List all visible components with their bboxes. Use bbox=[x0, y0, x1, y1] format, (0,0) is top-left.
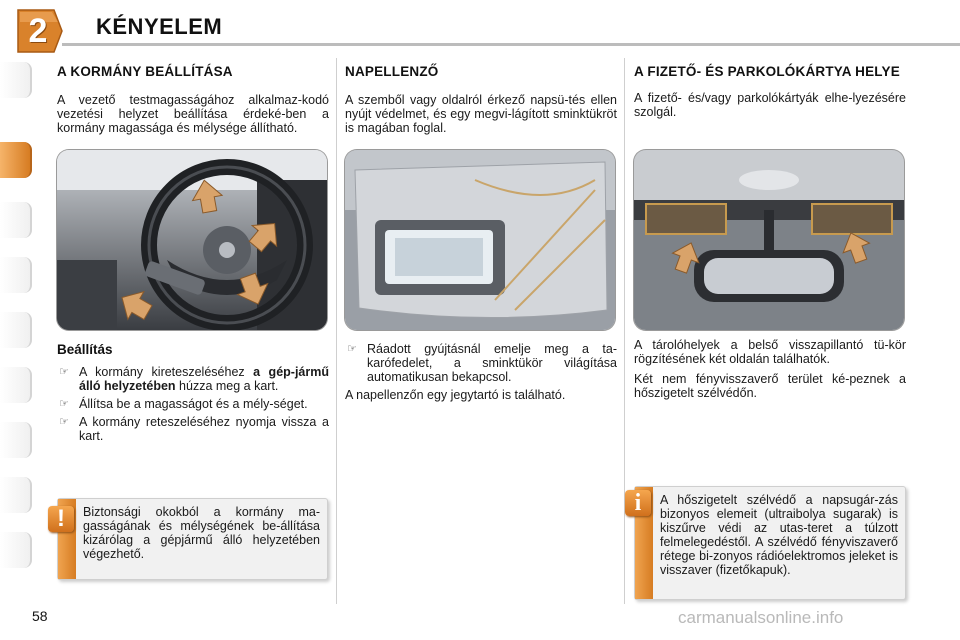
list-item-text: húzza meg a kart. bbox=[175, 379, 279, 393]
list-item bbox=[57, 397, 329, 411]
exclamation-icon: ! bbox=[48, 506, 74, 532]
column-divider bbox=[336, 58, 337, 604]
chapter-tabs bbox=[0, 62, 34, 582]
section-intro: A vezető testmagasságához alkalmaz-kodó vezetési helyzet beállítása érdeké-ben a kormány magassága és mélysége állítható. bbox=[57, 93, 329, 135]
info-note bbox=[634, 486, 906, 600]
list-item-emphasis: a gép-jármű álló helyzetében bbox=[79, 365, 329, 393]
card-holder-section bbox=[634, 58, 906, 119]
card-holder-details bbox=[634, 338, 906, 400]
info-text: A hőszigetelt szélvédő a napsugár-zás bizonyos elemeit (ultraibolya sugarak) is kiszűrve védi az utas-teret a túlzott felmelegedéstől. A szélvédő fényviszaverő rétege bi-zonyos rádióelektromos jeleket is visszaver (fizetőkapuk). bbox=[660, 493, 898, 577]
pointing-hand-icon: ☞ bbox=[59, 416, 69, 428]
sun-visor-section bbox=[345, 58, 617, 135]
card-location-text: A tárolóhelyek a belső visszapillantó tü-kör rögzítésének két oldalán találhatók. bbox=[634, 338, 906, 366]
chapter-tab-1[interactable] bbox=[0, 62, 32, 98]
chapter-tab-8[interactable] bbox=[0, 477, 32, 513]
watermark: carmanualsonline.info bbox=[678, 608, 844, 627]
header-rule bbox=[62, 43, 960, 46]
adjustment-subsection bbox=[57, 342, 329, 447]
list-item bbox=[57, 415, 329, 443]
list-item bbox=[345, 342, 617, 384]
sun-visor-note: A napellenzőn egy jegytartó is található. bbox=[345, 388, 566, 402]
section-intro: A szemből vagy oldalról érkező napsü-tés ellen nyújt védelmet, és egy megvi-lágított sminktükröt is magában foglal. bbox=[345, 93, 617, 135]
section-title: A FIZETŐ- ÉS PARKOLÓKÁRTYA HELYE bbox=[634, 64, 900, 79]
pointing-hand-icon: ☞ bbox=[347, 343, 357, 355]
chapter-tab-2-active[interactable] bbox=[0, 142, 32, 178]
section-title: NAPELLENZŐ bbox=[345, 64, 439, 79]
sun-visor-photo bbox=[345, 150, 615, 330]
pointing-hand-icon: ☞ bbox=[59, 398, 69, 410]
chapter-tab-3[interactable] bbox=[0, 202, 32, 238]
section-intro: A fizető- és/vagy parkolókártyák elhe-lyezésére szolgál. bbox=[634, 91, 906, 119]
card-area-text: Két nem fényvisszaverő terület ké-peznek a hőszigetelt szélvédőn. bbox=[634, 372, 906, 400]
section-title: A KORMÁNY BEÁLLÍTÁSA bbox=[57, 64, 233, 79]
pointing-hand-icon: ☞ bbox=[59, 366, 69, 378]
page-title: KÉNYELEM bbox=[96, 14, 223, 39]
info-icon: i bbox=[625, 490, 651, 516]
list-item-text: Állítsa be a magasságot és a mély-séget. bbox=[79, 397, 308, 411]
chapter-tab-9[interactable] bbox=[0, 532, 32, 568]
steering-wheel-photo bbox=[57, 150, 327, 330]
chapter-badge bbox=[14, 8, 66, 54]
warning-text: Biztonsági okokból a kormány ma-gasságának és mélységének be-állítása kizárólag a gépjármű álló helyzetében végezhető. bbox=[83, 505, 320, 561]
column-divider bbox=[624, 58, 625, 604]
chapter-tab-7[interactable] bbox=[0, 422, 32, 458]
list-item-text: A kormány kireteszeléséhez bbox=[79, 365, 254, 379]
card-holder-photo bbox=[634, 150, 904, 330]
list-item-text: Ráadott gyújtásnál emelje meg a ta-karófedelet, a sminktükör világítása automatikusan bekapcsol. bbox=[367, 342, 617, 384]
chapter-number: 2 bbox=[28, 12, 48, 50]
chapter-tab-5[interactable] bbox=[0, 312, 32, 348]
page-number: 58 bbox=[32, 608, 48, 624]
steering-wheel-section bbox=[57, 58, 329, 135]
chapter-tab-4[interactable] bbox=[0, 257, 32, 293]
warning-note bbox=[57, 498, 328, 580]
list-item-text: A kormány reteszeléséhez nyomja vissza a kart. bbox=[79, 415, 329, 443]
subsection-title: Beállítás bbox=[57, 342, 113, 357]
sun-visor-details bbox=[345, 342, 617, 402]
list-item bbox=[57, 365, 329, 393]
chapter-tab-6[interactable] bbox=[0, 367, 32, 403]
